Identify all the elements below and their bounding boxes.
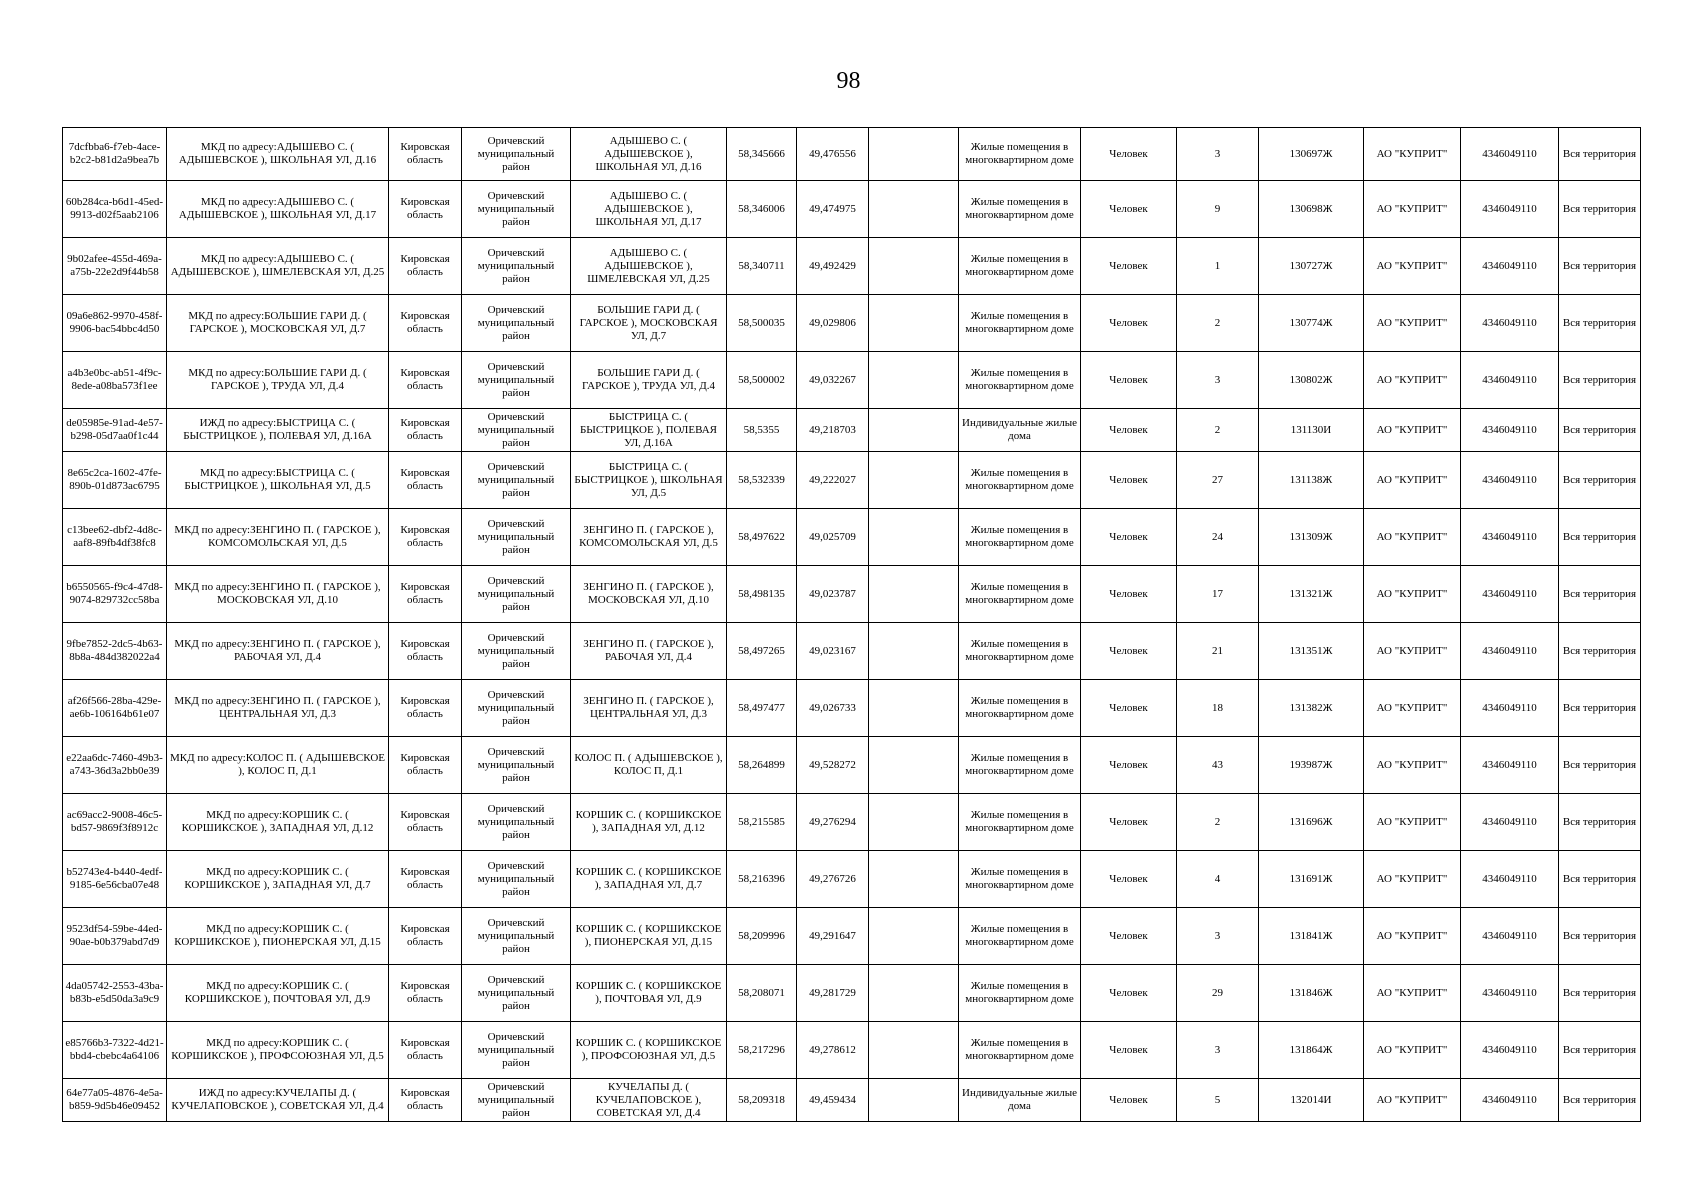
territory-cell: Вся территория xyxy=(1559,794,1641,851)
table-row xyxy=(63,1079,1641,1122)
empty-cell xyxy=(869,295,959,352)
latitude-cell: 58,208071 xyxy=(727,965,797,1022)
code-cell: 131309Ж xyxy=(1259,509,1364,566)
unit-cell: Человек xyxy=(1081,409,1177,452)
address-cell: ЗЕНГИНО П. ( ГАРСКОЕ ), КОМСОМОЛЬСКАЯ УЛ, Д.5 xyxy=(571,509,727,566)
longitude-cell: 49,276726 xyxy=(797,851,869,908)
count-cell: 9 xyxy=(1177,181,1259,238)
premises-type-cell: Жилые помещения в многоквартирном доме xyxy=(959,965,1081,1022)
unit-cell: Человек xyxy=(1081,295,1177,352)
latitude-cell: 58,216396 xyxy=(727,851,797,908)
table-row xyxy=(63,452,1641,509)
longitude-cell: 49,276294 xyxy=(797,794,869,851)
district-cell: Оричевский муниципальный район xyxy=(462,794,571,851)
address-cell: БОЛЬШИЕ ГАРИ Д. ( ГАРСКОЕ ), ТРУДА УЛ, Д.4 xyxy=(571,352,727,409)
organization-cell: АО "КУПРИТ" xyxy=(1364,295,1461,352)
longitude-cell: 49,291647 xyxy=(797,908,869,965)
longitude-cell: 49,281729 xyxy=(797,965,869,1022)
longitude-cell: 49,528272 xyxy=(797,737,869,794)
table-row xyxy=(63,680,1641,737)
longitude-cell: 49,492429 xyxy=(797,238,869,295)
object-name-cell: МКД по адресу:КОРШИК С. ( КОРШИКСКОЕ ), ЗАПАДНАЯ УЛ, Д.7 xyxy=(167,851,389,908)
district-cell: Оричевский муниципальный район xyxy=(462,238,571,295)
inn-cell: 4346049110 xyxy=(1461,238,1559,295)
organization-cell: АО "КУПРИТ" xyxy=(1364,965,1461,1022)
count-cell: 24 xyxy=(1177,509,1259,566)
table-row xyxy=(63,1022,1641,1079)
territory-cell: Вся территория xyxy=(1559,1022,1641,1079)
object-name-cell: ИЖД по адресу:БЫСТРИЦА С. ( БЫСТРИЦКОЕ ), ПОЛЕВАЯ УЛ, Д.16А xyxy=(167,409,389,452)
region-cell: Кировская область xyxy=(389,851,462,908)
address-cell: КОРШИК С. ( КОРШИКСКОЕ ), ПИОНЕРСКАЯ УЛ, Д.15 xyxy=(571,908,727,965)
count-cell: 3 xyxy=(1177,908,1259,965)
district-cell: Оричевский муниципальный район xyxy=(462,908,571,965)
table-row xyxy=(63,509,1641,566)
count-cell: 17 xyxy=(1177,566,1259,623)
district-cell: Оричевский муниципальный район xyxy=(462,965,571,1022)
object-name-cell: МКД по адресу:АДЫШЕВО С. ( АДЫШЕВСКОЕ ), ШКОЛЬНАЯ УЛ, Д.17 xyxy=(167,181,389,238)
premises-type-cell: Жилые помещения в многоквартирном доме xyxy=(959,566,1081,623)
territory-cell: Вся территория xyxy=(1559,352,1641,409)
empty-cell xyxy=(869,851,959,908)
organization-cell: АО "КУПРИТ" xyxy=(1364,452,1461,509)
region-cell: Кировская область xyxy=(389,181,462,238)
count-cell: 27 xyxy=(1177,452,1259,509)
address-cell: КОРШИК С. ( КОРШИКСКОЕ ), ЗАПАДНАЯ УЛ, Д.7 xyxy=(571,851,727,908)
territory-cell: Вся территория xyxy=(1559,965,1641,1022)
count-cell: 43 xyxy=(1177,737,1259,794)
address-cell: АДЫШЕВО С. ( АДЫШЕВСКОЕ ), ШМЕЛЕВСКАЯ УЛ, Д.25 xyxy=(571,238,727,295)
empty-cell xyxy=(869,509,959,566)
object-name-cell: МКД по адресу:БОЛЬШИЕ ГАРИ Д. ( ГАРСКОЕ ), МОСКОВСКАЯ УЛ, Д.7 xyxy=(167,295,389,352)
inn-cell: 4346049110 xyxy=(1461,128,1559,181)
territory-cell: Вся территория xyxy=(1559,295,1641,352)
object-name-cell: МКД по адресу:БЫСТРИЦА С. ( БЫСТРИЦКОЕ ), ШКОЛЬНАЯ УЛ, Д.5 xyxy=(167,452,389,509)
object-id-cell: 8e65c2ca-1602-47fe-890b-01d873ac6795 xyxy=(63,452,167,509)
code-cell: 130802Ж xyxy=(1259,352,1364,409)
code-cell: 131351Ж xyxy=(1259,623,1364,680)
code-cell: 130774Ж xyxy=(1259,295,1364,352)
territory-cell: Вся территория xyxy=(1559,908,1641,965)
region-cell: Кировская область xyxy=(389,295,462,352)
object-name-cell: МКД по адресу:ЗЕНГИНО П. ( ГАРСКОЕ ), РАБОЧАЯ УЛ, Д.4 xyxy=(167,623,389,680)
premises-type-cell: Жилые помещения в многоквартирном доме xyxy=(959,509,1081,566)
district-cell: Оричевский муниципальный район xyxy=(462,737,571,794)
latitude-cell: 58,497622 xyxy=(727,509,797,566)
registry-table xyxy=(62,127,1641,1122)
premises-type-cell: Жилые помещения в многоквартирном доме xyxy=(959,623,1081,680)
region-cell: Кировская область xyxy=(389,965,462,1022)
unit-cell: Человек xyxy=(1081,623,1177,680)
region-cell: Кировская область xyxy=(389,623,462,680)
count-cell: 2 xyxy=(1177,409,1259,452)
empty-cell xyxy=(869,566,959,623)
unit-cell: Человек xyxy=(1081,566,1177,623)
empty-cell xyxy=(869,1079,959,1122)
premises-type-cell: Жилые помещения в многоквартирном доме xyxy=(959,295,1081,352)
object-name-cell: МКД по адресу:КОРШИК С. ( КОРШИКСКОЕ ), ЗАПАДНАЯ УЛ, Д.12 xyxy=(167,794,389,851)
code-cell: 130727Ж xyxy=(1259,238,1364,295)
longitude-cell: 49,026733 xyxy=(797,680,869,737)
inn-cell: 4346049110 xyxy=(1461,409,1559,452)
object-name-cell: МКД по адресу:ЗЕНГИНО П. ( ГАРСКОЕ ), КОМСОМОЛЬСКАЯ УЛ, Д.5 xyxy=(167,509,389,566)
table-row xyxy=(63,851,1641,908)
empty-cell xyxy=(869,128,959,181)
district-cell: Оричевский муниципальный район xyxy=(462,295,571,352)
unit-cell: Человек xyxy=(1081,509,1177,566)
object-id-cell: 9fbe7852-2dc5-4b63-8b8a-484d382022a4 xyxy=(63,623,167,680)
region-cell: Кировская область xyxy=(389,794,462,851)
code-cell: 131864Ж xyxy=(1259,1022,1364,1079)
region-cell: Кировская область xyxy=(389,737,462,794)
object-id-cell: b52743e4-b440-4edf-9185-6e56cba07e48 xyxy=(63,851,167,908)
code-cell: 131846Ж xyxy=(1259,965,1364,1022)
table-row xyxy=(63,794,1641,851)
territory-cell: Вся территория xyxy=(1559,680,1641,737)
object-id-cell: e22aa6dc-7460-49b3-a743-36d3a2bb0e39 xyxy=(63,737,167,794)
organization-cell: АО "КУПРИТ" xyxy=(1364,352,1461,409)
longitude-cell: 49,023167 xyxy=(797,623,869,680)
code-cell: 130697Ж xyxy=(1259,128,1364,181)
longitude-cell: 49,278612 xyxy=(797,1022,869,1079)
longitude-cell: 49,218703 xyxy=(797,409,869,452)
longitude-cell: 49,025709 xyxy=(797,509,869,566)
district-cell: Оричевский муниципальный район xyxy=(462,566,571,623)
district-cell: Оричевский муниципальный район xyxy=(462,1022,571,1079)
count-cell: 3 xyxy=(1177,128,1259,181)
count-cell: 3 xyxy=(1177,352,1259,409)
latitude-cell: 58,215585 xyxy=(727,794,797,851)
territory-cell: Вся территория xyxy=(1559,509,1641,566)
empty-cell xyxy=(869,623,959,680)
count-cell: 2 xyxy=(1177,794,1259,851)
empty-cell xyxy=(869,965,959,1022)
empty-cell xyxy=(869,794,959,851)
object-id-cell: 7dcfbba6-f7eb-4ace-b2c2-b81d2a9bea7b xyxy=(63,128,167,181)
region-cell: Кировская область xyxy=(389,128,462,181)
object-name-cell: МКД по адресу:КОЛОС П. ( АДЫШЕВСКОЕ ), КОЛОС П, Д.1 xyxy=(167,737,389,794)
address-cell: БОЛЬШИЕ ГАРИ Д. ( ГАРСКОЕ ), МОСКОВСКАЯ УЛ, Д.7 xyxy=(571,295,727,352)
latitude-cell: 58,346006 xyxy=(727,181,797,238)
latitude-cell: 58,500002 xyxy=(727,352,797,409)
table-row xyxy=(63,238,1641,295)
region-cell: Кировская область xyxy=(389,238,462,295)
district-cell: Оричевский муниципальный район xyxy=(462,623,571,680)
unit-cell: Человек xyxy=(1081,128,1177,181)
code-cell: 131691Ж xyxy=(1259,851,1364,908)
object-name-cell: МКД по адресу:АДЫШЕВО С. ( АДЫШЕВСКОЕ ), ШКОЛЬНАЯ УЛ, Д.16 xyxy=(167,128,389,181)
table-row xyxy=(63,352,1641,409)
empty-cell xyxy=(869,1022,959,1079)
empty-cell xyxy=(869,409,959,452)
table-row xyxy=(63,623,1641,680)
district-cell: Оричевский муниципальный район xyxy=(462,181,571,238)
code-cell: 131130И xyxy=(1259,409,1364,452)
longitude-cell: 49,023787 xyxy=(797,566,869,623)
object-name-cell: МКД по адресу:БОЛЬШИЕ ГАРИ Д. ( ГАРСКОЕ ), ТРУДА УЛ, Д.4 xyxy=(167,352,389,409)
organization-cell: АО "КУПРИТ" xyxy=(1364,509,1461,566)
empty-cell xyxy=(869,908,959,965)
object-id-cell: c13bee62-dbf2-4d8c-aaf8-89fb4df38fc8 xyxy=(63,509,167,566)
inn-cell: 4346049110 xyxy=(1461,1079,1559,1122)
premises-type-cell: Жилые помещения в многоквартирном доме xyxy=(959,128,1081,181)
object-name-cell: МКД по адресу:КОРШИК С. ( КОРШИКСКОЕ ), ПОЧТОВАЯ УЛ, Д.9 xyxy=(167,965,389,1022)
object-id-cell: de05985e-91ad-4e57-b298-05d7aa0f1c44 xyxy=(63,409,167,452)
unit-cell: Человек xyxy=(1081,181,1177,238)
inn-cell: 4346049110 xyxy=(1461,965,1559,1022)
object-id-cell: 9b02afee-455d-469a-a75b-22e2d9f44b58 xyxy=(63,238,167,295)
object-name-cell: МКД по адресу:КОРШИК С. ( КОРШИКСКОЕ ), ПРОФСОЮЗНАЯ УЛ, Д.5 xyxy=(167,1022,389,1079)
latitude-cell: 58,497265 xyxy=(727,623,797,680)
latitude-cell: 58,345666 xyxy=(727,128,797,181)
inn-cell: 4346049110 xyxy=(1461,794,1559,851)
object-id-cell: e85766b3-7322-4d21-bbd4-cbebc4a64106 xyxy=(63,1022,167,1079)
organization-cell: АО "КУПРИТ" xyxy=(1364,409,1461,452)
premises-type-cell: Индивидуальные жилые дома xyxy=(959,1079,1081,1122)
region-cell: Кировская область xyxy=(389,452,462,509)
organization-cell: АО "КУПРИТ" xyxy=(1364,128,1461,181)
premises-type-cell: Жилые помещения в многоквартирном доме xyxy=(959,851,1081,908)
territory-cell: Вся территория xyxy=(1559,238,1641,295)
territory-cell: Вся территория xyxy=(1559,128,1641,181)
district-cell: Оричевский муниципальный район xyxy=(462,352,571,409)
district-cell: Оричевский муниципальный район xyxy=(462,452,571,509)
organization-cell: АО "КУПРИТ" xyxy=(1364,181,1461,238)
longitude-cell: 49,222027 xyxy=(797,452,869,509)
region-cell: Кировская область xyxy=(389,1079,462,1122)
longitude-cell: 49,474975 xyxy=(797,181,869,238)
premises-type-cell: Индивидуальные жилые дома xyxy=(959,409,1081,452)
object-id-cell: ac69acc2-9008-46c5-bd57-9869f3f8912c xyxy=(63,794,167,851)
table-row xyxy=(63,566,1641,623)
inn-cell: 4346049110 xyxy=(1461,737,1559,794)
empty-cell xyxy=(869,737,959,794)
premises-type-cell: Жилые помещения в многоквартирном доме xyxy=(959,737,1081,794)
address-cell: БЫСТРИЦА С. ( БЫСТРИЦКОЕ ), ПОЛЕВАЯ УЛ, Д.16А xyxy=(571,409,727,452)
address-cell: КОРШИК С. ( КОРШИКСКОЕ ), ПОЧТОВАЯ УЛ, Д.9 xyxy=(571,965,727,1022)
territory-cell: Вся территория xyxy=(1559,452,1641,509)
district-cell: Оричевский муниципальный район xyxy=(462,128,571,181)
address-cell: БЫСТРИЦА С. ( БЫСТРИЦКОЕ ), ШКОЛЬНАЯ УЛ, Д.5 xyxy=(571,452,727,509)
inn-cell: 4346049110 xyxy=(1461,295,1559,352)
object-id-cell: 09a6e862-9970-458f-9906-bac54bbc4d50 xyxy=(63,295,167,352)
inn-cell: 4346049110 xyxy=(1461,1022,1559,1079)
district-cell: Оричевский муниципальный район xyxy=(462,409,571,452)
object-name-cell: МКД по адресу:КОРШИК С. ( КОРШИКСКОЕ ), ПИОНЕРСКАЯ УЛ, Д.15 xyxy=(167,908,389,965)
latitude-cell: 58,498135 xyxy=(727,566,797,623)
longitude-cell: 49,476556 xyxy=(797,128,869,181)
table-row xyxy=(63,965,1641,1022)
empty-cell xyxy=(869,238,959,295)
address-cell: ЗЕНГИНО П. ( ГАРСКОЕ ), ЦЕНТРАЛЬНАЯ УЛ, Д.3 xyxy=(571,680,727,737)
empty-cell xyxy=(869,452,959,509)
premises-type-cell: Жилые помещения в многоквартирном доме xyxy=(959,238,1081,295)
territory-cell: Вся территория xyxy=(1559,1079,1641,1122)
object-name-cell: МКД по адресу:ЗЕНГИНО П. ( ГАРСКОЕ ), ЦЕНТРАЛЬНАЯ УЛ, Д.3 xyxy=(167,680,389,737)
premises-type-cell: Жилые помещения в многоквартирном доме xyxy=(959,794,1081,851)
inn-cell: 4346049110 xyxy=(1461,181,1559,238)
territory-cell: Вся территория xyxy=(1559,623,1641,680)
region-cell: Кировская область xyxy=(389,1022,462,1079)
latitude-cell: 58,340711 xyxy=(727,238,797,295)
organization-cell: АО "КУПРИТ" xyxy=(1364,623,1461,680)
unit-cell: Человек xyxy=(1081,1022,1177,1079)
organization-cell: АО "КУПРИТ" xyxy=(1364,794,1461,851)
code-cell: 131321Ж xyxy=(1259,566,1364,623)
latitude-cell: 58,500035 xyxy=(727,295,797,352)
object-id-cell: a4b3e0bc-ab51-4f9c-8ede-a08ba573f1ee xyxy=(63,352,167,409)
unit-cell: Человек xyxy=(1081,794,1177,851)
inn-cell: 4346049110 xyxy=(1461,908,1559,965)
page-number: 98 xyxy=(836,68,861,94)
address-cell: КОЛОС П. ( АДЫШЕВСКОЕ ), КОЛОС П, Д.1 xyxy=(571,737,727,794)
count-cell: 21 xyxy=(1177,623,1259,680)
empty-cell xyxy=(869,680,959,737)
address-cell: ЗЕНГИНО П. ( ГАРСКОЕ ), РАБОЧАЯ УЛ, Д.4 xyxy=(571,623,727,680)
unit-cell: Человек xyxy=(1081,965,1177,1022)
organization-cell: АО "КУПРИТ" xyxy=(1364,737,1461,794)
latitude-cell: 58,217296 xyxy=(727,1022,797,1079)
premises-type-cell: Жилые помещения в многоквартирном доме xyxy=(959,352,1081,409)
latitude-cell: 58,497477 xyxy=(727,680,797,737)
region-cell: Кировская область xyxy=(389,509,462,566)
organization-cell: АО "КУПРИТ" xyxy=(1364,851,1461,908)
code-cell: 132014И xyxy=(1259,1079,1364,1122)
premises-type-cell: Жилые помещения в многоквартирном доме xyxy=(959,181,1081,238)
table-row xyxy=(63,409,1641,452)
organization-cell: АО "КУПРИТ" xyxy=(1364,1079,1461,1122)
organization-cell: АО "КУПРИТ" xyxy=(1364,908,1461,965)
inn-cell: 4346049110 xyxy=(1461,680,1559,737)
longitude-cell: 49,459434 xyxy=(797,1079,869,1122)
organization-cell: АО "КУПРИТ" xyxy=(1364,680,1461,737)
table-row xyxy=(63,295,1641,352)
unit-cell: Человек xyxy=(1081,452,1177,509)
region-cell: Кировская область xyxy=(389,409,462,452)
region-cell: Кировская область xyxy=(389,352,462,409)
territory-cell: Вся территория xyxy=(1559,566,1641,623)
district-cell: Оричевский муниципальный район xyxy=(462,1079,571,1122)
object-id-cell: 9523df54-59be-44ed-90ae-b0b379abd7d9 xyxy=(63,908,167,965)
address-cell: ЗЕНГИНО П. ( ГАРСКОЕ ), МОСКОВСКАЯ УЛ, Д.10 xyxy=(571,566,727,623)
unit-cell: Человек xyxy=(1081,851,1177,908)
count-cell: 5 xyxy=(1177,1079,1259,1122)
latitude-cell: 58,209318 xyxy=(727,1079,797,1122)
unit-cell: Человек xyxy=(1081,680,1177,737)
address-cell: АДЫШЕВО С. ( АДЫШЕВСКОЕ ), ШКОЛЬНАЯ УЛ, Д.17 xyxy=(571,181,727,238)
address-cell: АДЫШЕВО С. ( АДЫШЕВСКОЕ ), ШКОЛЬНАЯ УЛ, Д.16 xyxy=(571,128,727,181)
count-cell: 3 xyxy=(1177,1022,1259,1079)
latitude-cell: 58,209996 xyxy=(727,908,797,965)
object-name-cell: МКД по адресу:АДЫШЕВО С. ( АДЫШЕВСКОЕ ), ШМЕЛЕВСКАЯ УЛ, Д.25 xyxy=(167,238,389,295)
address-cell: КОРШИК С. ( КОРШИКСКОЕ ), ПРОФСОЮЗНАЯ УЛ, Д.5 xyxy=(571,1022,727,1079)
premises-type-cell: Жилые помещения в многоквартирном доме xyxy=(959,680,1081,737)
district-cell: Оричевский муниципальный район xyxy=(462,851,571,908)
latitude-cell: 58,5355 xyxy=(727,409,797,452)
district-cell: Оричевский муниципальный район xyxy=(462,680,571,737)
territory-cell: Вся территория xyxy=(1559,737,1641,794)
code-cell: 131138Ж xyxy=(1259,452,1364,509)
inn-cell: 4346049110 xyxy=(1461,352,1559,409)
code-cell: 131382Ж xyxy=(1259,680,1364,737)
table-row xyxy=(63,908,1641,965)
count-cell: 1 xyxy=(1177,238,1259,295)
count-cell: 4 xyxy=(1177,851,1259,908)
inn-cell: 4346049110 xyxy=(1461,623,1559,680)
count-cell: 18 xyxy=(1177,680,1259,737)
unit-cell: Человек xyxy=(1081,352,1177,409)
object-id-cell: 4da05742-2553-43ba-b83b-e5d50da3a9c9 xyxy=(63,965,167,1022)
premises-type-cell: Жилые помещения в многоквартирном доме xyxy=(959,908,1081,965)
region-cell: Кировская область xyxy=(389,908,462,965)
empty-cell xyxy=(869,181,959,238)
unit-cell: Человек xyxy=(1081,238,1177,295)
table-row xyxy=(63,181,1641,238)
code-cell: 131841Ж xyxy=(1259,908,1364,965)
address-cell: КОРШИК С. ( КОРШИКСКОЕ ), ЗАПАДНАЯ УЛ, Д.12 xyxy=(571,794,727,851)
organization-cell: АО "КУПРИТ" xyxy=(1364,1022,1461,1079)
district-cell: Оричевский муниципальный район xyxy=(462,509,571,566)
longitude-cell: 49,029806 xyxy=(797,295,869,352)
unit-cell: Человек xyxy=(1081,908,1177,965)
registry-rows xyxy=(63,128,1641,1122)
code-cell: 193987Ж xyxy=(1259,737,1364,794)
object-id-cell: 64e77a05-4876-4e5a-b859-9d5b46e09452 xyxy=(63,1079,167,1122)
table-row xyxy=(63,128,1641,181)
latitude-cell: 58,264899 xyxy=(727,737,797,794)
organization-cell: АО "КУПРИТ" xyxy=(1364,238,1461,295)
table-row xyxy=(63,737,1641,794)
code-cell: 130698Ж xyxy=(1259,181,1364,238)
object-name-cell: МКД по адресу:ЗЕНГИНО П. ( ГАРСКОЕ ), МОСКОВСКАЯ УЛ, Д.10 xyxy=(167,566,389,623)
unit-cell: Человек xyxy=(1081,737,1177,794)
unit-cell: Человек xyxy=(1081,1079,1177,1122)
count-cell: 2 xyxy=(1177,295,1259,352)
inn-cell: 4346049110 xyxy=(1461,452,1559,509)
inn-cell: 4346049110 xyxy=(1461,566,1559,623)
premises-type-cell: Жилые помещения в многоквартирном доме xyxy=(959,1022,1081,1079)
longitude-cell: 49,032267 xyxy=(797,352,869,409)
object-id-cell: b6550565-f9c4-47d8-9074-829732cc58ba xyxy=(63,566,167,623)
organization-cell: АО "КУПРИТ" xyxy=(1364,566,1461,623)
code-cell: 131696Ж xyxy=(1259,794,1364,851)
premises-type-cell: Жилые помещения в многоквартирном доме xyxy=(959,452,1081,509)
region-cell: Кировская область xyxy=(389,680,462,737)
object-id-cell: af26f566-28ba-429e-ae6b-106164b61e07 xyxy=(63,680,167,737)
territory-cell: Вся территория xyxy=(1559,851,1641,908)
territory-cell: Вся территория xyxy=(1559,181,1641,238)
count-cell: 29 xyxy=(1177,965,1259,1022)
latitude-cell: 58,532339 xyxy=(727,452,797,509)
address-cell: КУЧЕЛАПЫ Д. ( КУЧЕЛАПОВСКОЕ ), СОВЕТСКАЯ УЛ, Д.4 xyxy=(571,1079,727,1122)
object-name-cell: ИЖД по адресу:КУЧЕЛАПЫ Д. ( КУЧЕЛАПОВСКОЕ ), СОВЕТСКАЯ УЛ, Д.4 xyxy=(167,1079,389,1122)
inn-cell: 4346049110 xyxy=(1461,851,1559,908)
territory-cell: Вся территория xyxy=(1559,409,1641,452)
object-id-cell: 60b284ca-b6d1-45ed-9913-d02f5aab2106 xyxy=(63,181,167,238)
empty-cell xyxy=(869,352,959,409)
inn-cell: 4346049110 xyxy=(1461,509,1559,566)
region-cell: Кировская область xyxy=(389,566,462,623)
